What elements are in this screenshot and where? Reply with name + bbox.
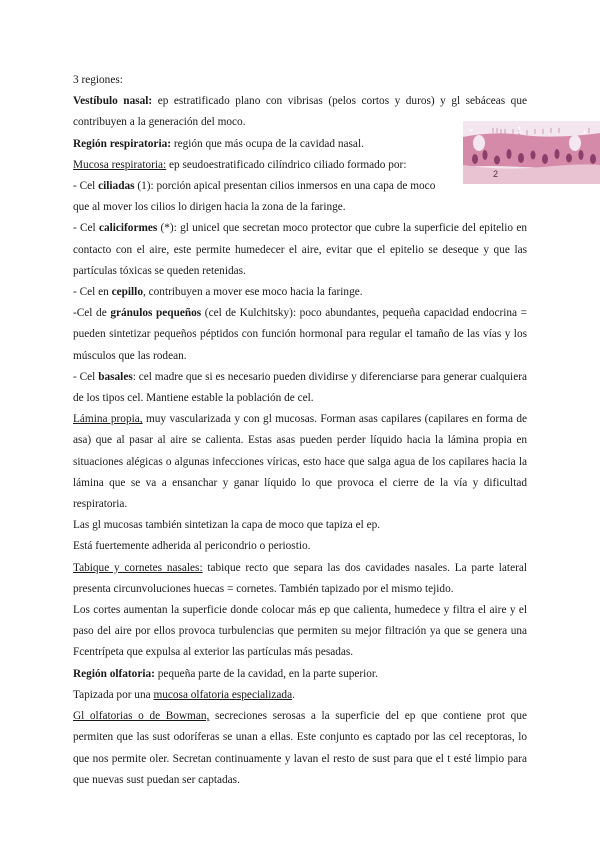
paragraph-tabique (73, 558, 527, 600)
paragraph-region-olfatoria (73, 664, 527, 685)
paragraph-vestibulo (73, 91, 527, 133)
bowman-label: Gl olfatorias o de Bowman, (73, 710, 210, 723)
granulos-label: gránulos pequeños (110, 307, 202, 320)
cepillo-prefix: - Cel en (73, 286, 112, 299)
caliciformes-text: (*): gl unicel que secretan moco protector que cubre la superficie del epitelio en contacto con el aire, este permite humedecer el aire, evitar que el epitelio se deseque y que las partículas tóxicas se queden retenidas. (73, 222, 527, 277)
caliciformes-prefix: - Cel (73, 222, 99, 235)
ciliadas-label: ciliadas (98, 180, 135, 193)
ciliadas-text-line1: (1): porción apical presentan cilios inmersos en una capa de moco (134, 180, 436, 193)
paragraph-adherida: Está fuertemente adherida al pericondrio o periostio. (73, 540, 311, 553)
mucosa-label: Mucosa respiratoria: (73, 158, 167, 171)
ciliadas-text-line2: que al mover los cilios lo dirigen hacia la zona de la faringe. (73, 201, 346, 214)
paragraph-caliciformes (73, 218, 527, 282)
bowman-text: secreciones serosas a la superficie del ep que contiene prot que permiten que las sust odoríferas se unan a ellas. Este conjunto es captado por las cel receptoras, lo que nos permite oler. Secretan continuamente y lavan el resto de sust para que el t esté limpio para que nuevas sust puedan ser captadas. (73, 710, 527, 786)
tabique-label: Tabique y cornetes nasales: (73, 561, 203, 574)
figure-label-star-right: * (583, 129, 587, 139)
basales-label: basales (98, 370, 133, 383)
figure-label-two: 2 (493, 169, 499, 179)
cepillo-label: cepillo (111, 286, 143, 299)
paragraph-basales (73, 367, 527, 409)
olfatoria-label: Región olfatoria: (73, 667, 155, 680)
basales-text: : cel madre que si es necesario pueden dividirse y diferenciarse para generar cualquiera de los tipos cel. Mantiene estable la población de cel. (73, 370, 527, 405)
figure-label-star-left: * (469, 127, 473, 137)
granulos-text: (cel de Kulchitsky): poco abundantes, pequeña capacidad endocrina = pueden sintetizar pequeños péptidos con función hormonal para regular el tamaño de las vías y los músculos que las rodean. (73, 307, 528, 362)
paragraph-cepillo (73, 282, 527, 303)
document-body (73, 70, 527, 791)
vestibulo-text: ep estratificado plano con vibrisas (pelos cortos y duros) y gl sebáceas que contribuyen a la generación del moco. (73, 95, 527, 129)
paragraph-region-respiratoria (73, 134, 527, 155)
lamina-text: muy vascularizada y con gl mucosas. Forman asas capilares (capilares en forma de asa) que al pasar al aire se calienta. Estas asas pueden perder líquido hacia la lámina propia en situaciones alégicas o algunas infecciones víricas, esto hace que salga agua de los capilares hacia la lámina que se va a ensanchar y ganar líquido lo que provoca el cierre de la vía y dificultad respiratoria. (73, 413, 528, 511)
paragraph-lamina-propia (73, 409, 527, 515)
paragraph-cortes: Los cortes aumentan la superficie donde colocar más ep que calienta, humedece y filtra el aire y el paso del aire por ellos provoca turbulencias que permiten su mejor filtración ya que se genera una Fcentrípeta que expulsa al exterior las partículas más pesadas. (73, 604, 527, 659)
respiratoria-text: región que más ocupa de la cavidad nasal. (171, 137, 364, 150)
paragraph-ciliadas (73, 176, 463, 218)
tabique-text: tabique recto que separa las dos cavidades nasales. La parte lateral presenta circunvoluciones huecas = cornetes. También tapizado por el mismo tejido. (73, 561, 527, 595)
paragraph-gl-mucosas: Las gl mucosas también sintetizan la capa de moco que tapiza el ep. (73, 519, 381, 532)
tapizada-mucosa: mucosa olfatoria especializada (153, 688, 293, 701)
paragraph-bowman (73, 706, 527, 791)
paragraph-tapizada (73, 685, 527, 706)
tapizada-suffix: . (292, 688, 295, 701)
granulos-prefix: -Cel de (73, 307, 111, 320)
ciliadas-prefix: - Cel (73, 180, 99, 193)
vestibulo-label: Vestíbulo nasal: (73, 95, 153, 108)
caliciformes-label: caliciformes (98, 222, 158, 235)
paragraph-granulos (73, 303, 527, 367)
olfatoria-text: pequeña parte de la cavidad, en la parte superior. (154, 667, 378, 680)
respiratoria-label: Región respiratoria: (73, 137, 171, 150)
mucosa-text: ep seudoestratificado cilíndrico ciliado formado por: (166, 158, 407, 171)
basales-prefix: - Cel (73, 370, 99, 383)
paragraph-mucosa-respiratoria (73, 155, 527, 176)
heading: 3 regiones: (73, 74, 123, 86)
tapizada-prefix: Tapizada por una (73, 688, 154, 701)
figure-label-one: 1 (517, 125, 523, 135)
cepillo-text: , contribuyen a mover ese moco hacia la faringe. (142, 286, 363, 299)
lamina-label: Lámina propia, (73, 413, 143, 426)
